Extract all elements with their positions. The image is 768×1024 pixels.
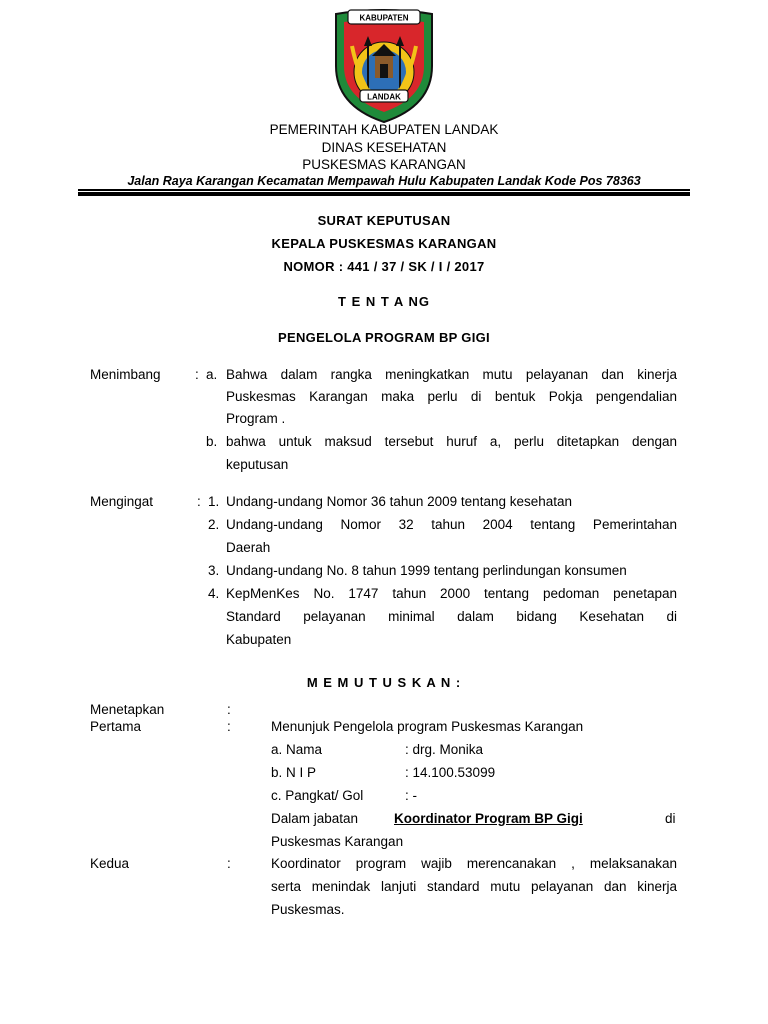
pertama-intro: Menunjuk Pengelola program Puskesmas Karangan bbox=[271, 719, 584, 734]
title-subject: PENGELOLA PROGRAM BP GIGI bbox=[278, 330, 490, 345]
field-pangkat-value: : - bbox=[405, 788, 417, 803]
mengingat-mark-2: 2. bbox=[208, 517, 220, 532]
menimbang-label: Menimbang bbox=[90, 367, 161, 382]
title-kepala: KEPALA PUSKESMAS KARANGAN bbox=[271, 236, 497, 251]
menimbang-a-line-3: Program . bbox=[226, 411, 286, 426]
title-tentang: T E N T A NG bbox=[338, 294, 430, 309]
title-nomor: NOMOR : 441 / 37 / SK / I / 2017 bbox=[283, 259, 485, 274]
menetapkan-colon: : bbox=[227, 702, 231, 717]
memutuskan-heading: M E M U T U S K A N : bbox=[306, 675, 462, 690]
header-line-government: PEMERINTAH KABUPATEN LANDAK bbox=[269, 122, 499, 137]
kedua-line-3: Puskesmas. bbox=[271, 902, 345, 917]
header-line-puskesmas: PUSKESMAS KARANGAN bbox=[302, 157, 466, 172]
jabatan-line-2: Puskesmas Karangan bbox=[271, 834, 404, 849]
menimbang-b-line-2: keputusan bbox=[226, 457, 289, 472]
field-pangkat-key: c. Pangkat/ Gol bbox=[271, 788, 364, 803]
mengingat-3-line-1: Undang-undang No. 8 tahun 1999 tentang perlindungan konsumen bbox=[226, 563, 627, 578]
kabupaten-landak-logo bbox=[328, 6, 440, 124]
header-divider-thick bbox=[78, 192, 690, 196]
header-address: Jalan Raya Karangan Kecamatan Mempawah Hulu Kabupaten Landak Kode Pos 78363 bbox=[127, 174, 641, 188]
mengingat-label: Mengingat bbox=[90, 494, 154, 509]
kedua-colon: : bbox=[227, 856, 231, 871]
kedua-line-1: Koordinator program wajib merencanakan , melaksanakan bbox=[271, 856, 677, 871]
logo-text-top: KABUPATEN bbox=[359, 13, 409, 23]
mengingat-2-line-2: Daerah bbox=[226, 540, 271, 555]
mengingat-2-line-1: Undang-undang Nomor 32 tahun 2004 tentang Pemerintahan bbox=[226, 517, 677, 532]
field-nip-value: : 14.100.53099 bbox=[405, 765, 496, 780]
logo-text-bottom: LANDAK bbox=[367, 92, 401, 102]
mengingat-mark-4: 4. bbox=[208, 586, 220, 601]
pertama-label: Pertama bbox=[90, 719, 142, 734]
kedua-line-2: serta menindak lanjuti standard mutu pelayanan dan kinerja bbox=[271, 879, 677, 894]
title-surat-keputusan: SURAT KEPUTUSAN bbox=[317, 213, 451, 228]
menimbang-b-line-1: bahwa untuk maksud tersebut huruf a, perlu ditetapkan dengan bbox=[226, 434, 677, 449]
pertama-colon: : bbox=[227, 719, 231, 734]
mengingat-1-line-1: Undang-undang Nomor 36 tahun 2009 tentang kesehatan bbox=[226, 494, 573, 509]
field-nip-key: b. N I P bbox=[271, 765, 317, 780]
menetapkan-label: Menetapkan bbox=[90, 702, 165, 717]
header-line-department: DINAS KESEHATAN bbox=[321, 140, 447, 155]
mengingat-colon: : bbox=[197, 494, 201, 509]
header-divider-thin bbox=[78, 189, 690, 191]
menimbang-colon: : bbox=[195, 367, 199, 382]
mengingat-4-line-1: KepMenKes No. 1747 tahun 2000 tentang pedoman penetapan bbox=[226, 586, 677, 601]
menimbang-a-line-2: Puskesmas Karangan maka perlu di bentuk Pokja pengendalian bbox=[226, 389, 677, 404]
mengingat-mark-1: 1. bbox=[208, 494, 220, 509]
jabatan-suffix: di bbox=[665, 811, 676, 826]
kedua-label: Kedua bbox=[90, 856, 130, 871]
jabatan-prefix: Dalam jabatan bbox=[271, 811, 359, 826]
field-nama-value: : drg. Monika bbox=[405, 742, 484, 757]
mengingat-4-line-3: Kabupaten bbox=[226, 632, 292, 647]
mengingat-mark-3: 3. bbox=[208, 563, 220, 578]
menimbang-a-line-1: Bahwa dalam rangka meningkatkan mutu pelayanan dan kinerja bbox=[226, 367, 677, 382]
field-nama-key: a. Nama bbox=[271, 742, 323, 757]
jabatan-title: Koordinator Program BP Gigi bbox=[394, 811, 583, 826]
menimbang-mark-b: b. bbox=[206, 434, 218, 449]
menimbang-mark-a: a. bbox=[206, 367, 218, 382]
mengingat-4-line-2: Standard pelayanan minimal dalam bidang Kesehatan di bbox=[226, 609, 677, 624]
